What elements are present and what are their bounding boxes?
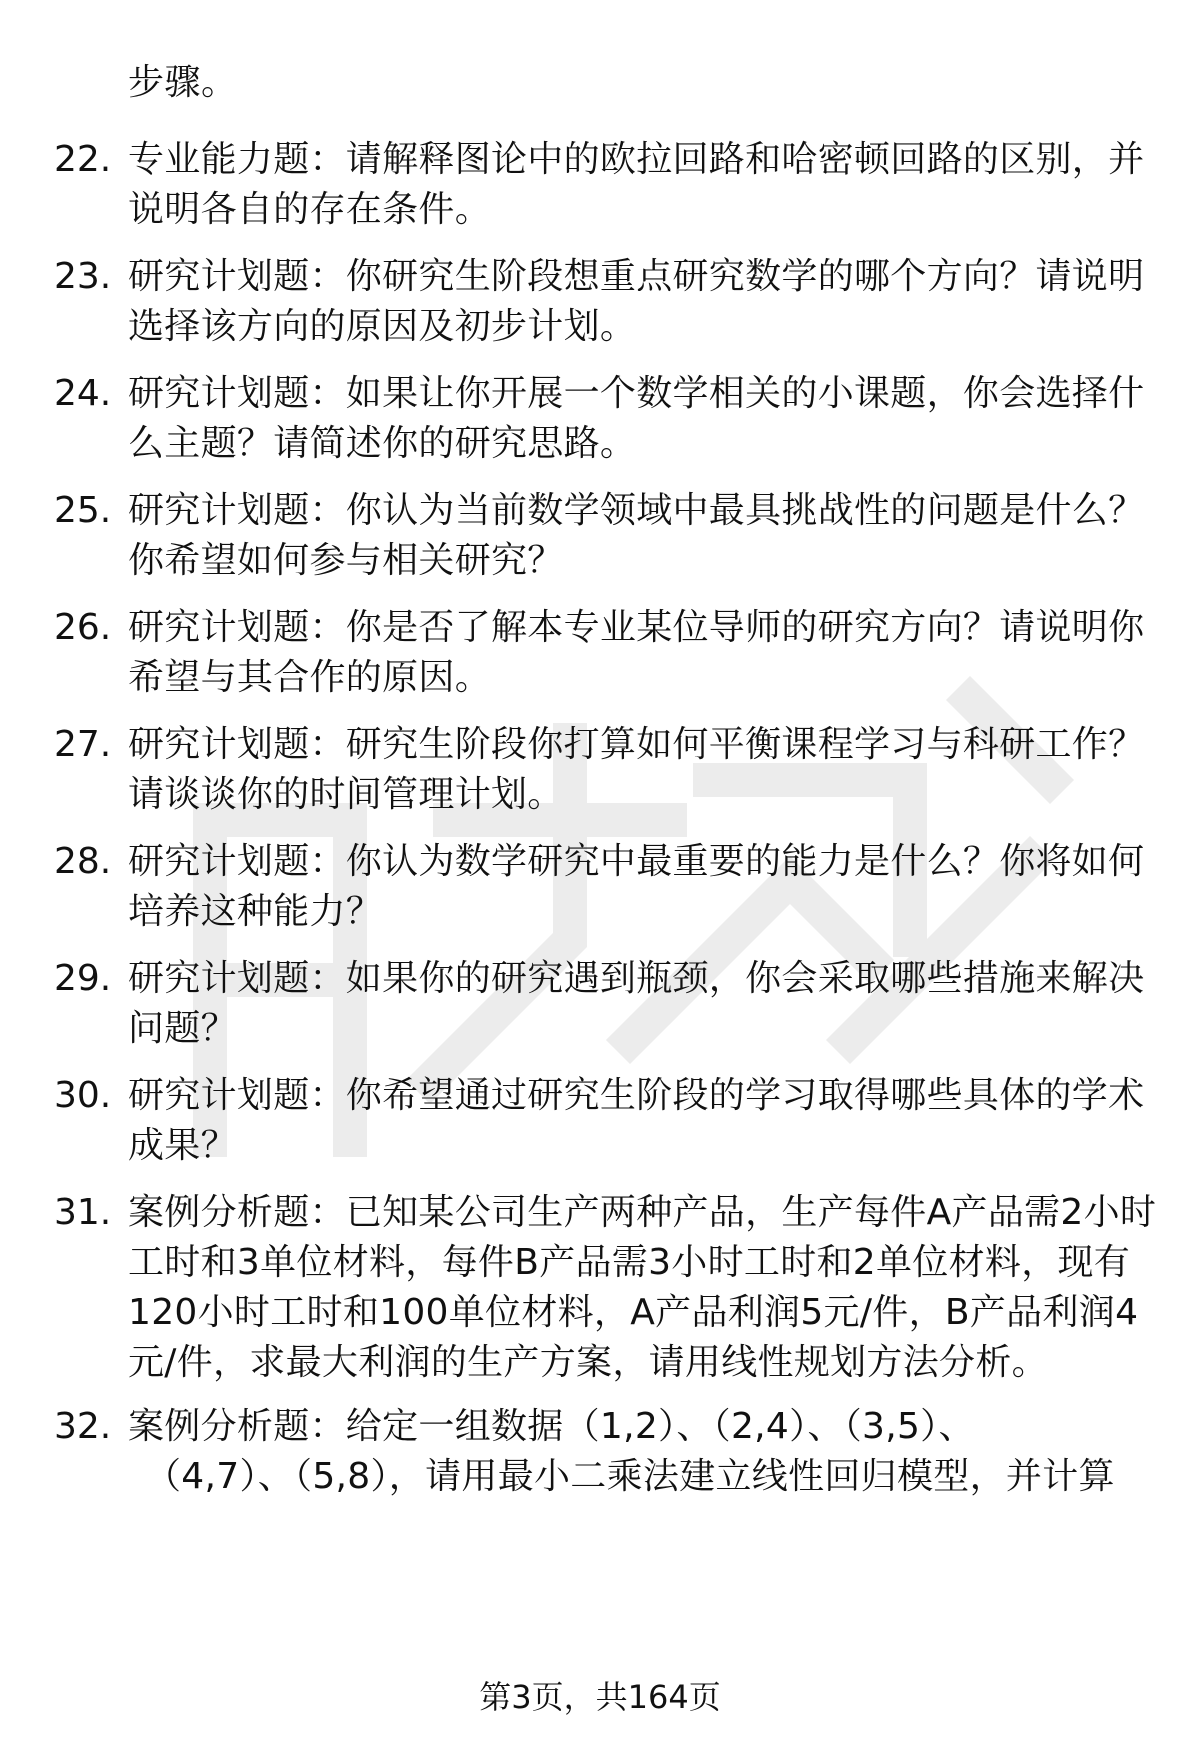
question-text-line: 么主题？请简述你的研究思路。 — [128, 423, 637, 464]
question-number: 32. — [54, 1406, 112, 1447]
question-number: 30. — [54, 1075, 112, 1116]
question-number: 28. — [54, 841, 112, 882]
question-number: 23. — [54, 256, 112, 297]
question-text-line: 研究计划题：你研究生阶段想重点研究数学的哪个方向？请说明 — [128, 256, 1145, 297]
question-text-line: 研究计划题：你认为数学研究中最重要的能力是什么？你将如何 — [128, 841, 1145, 882]
continued-text: 步骤。 — [128, 62, 238, 103]
question-text-line: 案例分析题：给定一组数据（1,2）、（2,4）、（3,5）、 — [128, 1406, 975, 1447]
question-number: 27. — [54, 724, 112, 765]
question-number: 26. — [54, 607, 112, 648]
question-text-line: 研究计划题：你希望通过研究生阶段的学习取得哪些具体的学术 — [128, 1075, 1145, 1116]
question-text-line: 选择该方向的原因及初步计划。 — [128, 306, 637, 347]
question-text-line: 120小时工时和100单位材料，A产品利润5元/件，B产品利润4 — [128, 1292, 1139, 1333]
question-text-line: 成果？ — [128, 1125, 237, 1166]
question-number: 24. — [54, 373, 112, 414]
question-number: 29. — [54, 958, 112, 999]
question-text-line: 研究计划题：研究生阶段你打算如何平衡课程学习与科研工作？ — [128, 724, 1145, 765]
question-number: 31. — [54, 1192, 112, 1233]
question-text-line: 工时和3单位材料，每件B产品需3小时工时和2单位材料，现有 — [128, 1242, 1131, 1283]
question-text-line: 专业能力题：请解释图论中的欧拉回路和哈密顿回路的区别，并 — [128, 139, 1145, 180]
question-text-line: 请谈谈你的时间管理计划。 — [128, 774, 564, 815]
question-text-line: 研究计划题：你认为当前数学领域中最具挑战性的问题是什么？ — [128, 490, 1145, 531]
page-footer: 第3页，共164页 — [479, 1678, 721, 1716]
question-text-line: 你希望如何参与相关研究？ — [128, 540, 564, 581]
question-text-line: （4,7）、（5,8），请用最小二乘法建立线性回归模型，并计算 — [145, 1456, 1115, 1497]
question-text-line: 研究计划题：如果让你开展一个数学相关的小课题，你会选择什 — [128, 373, 1145, 414]
question-text-line: 说明各自的存在条件。 — [128, 189, 492, 230]
question-text-line: 培养这种能力？ — [128, 891, 383, 932]
question-text-line: 研究计划题：你是否了解本专业某位导师的研究方向？请说明你 — [128, 607, 1145, 648]
question-number: 22. — [54, 139, 112, 180]
question-text-line: 问题？ — [128, 1008, 237, 1049]
question-text-line: 元/件，求最大利润的生产方案，请用线性规划方法分析。 — [128, 1342, 1048, 1383]
question-text-line: 案例分析题：已知某公司生产两种产品，生产每件A产品需2小时 — [128, 1192, 1157, 1233]
question-number: 25. — [54, 490, 112, 531]
question-text-line: 希望与其合作的原因。 — [128, 657, 492, 698]
question-text-line: 研究计划题：如果你的研究遇到瓶颈，你会采取哪些措施来解决 — [128, 958, 1145, 999]
